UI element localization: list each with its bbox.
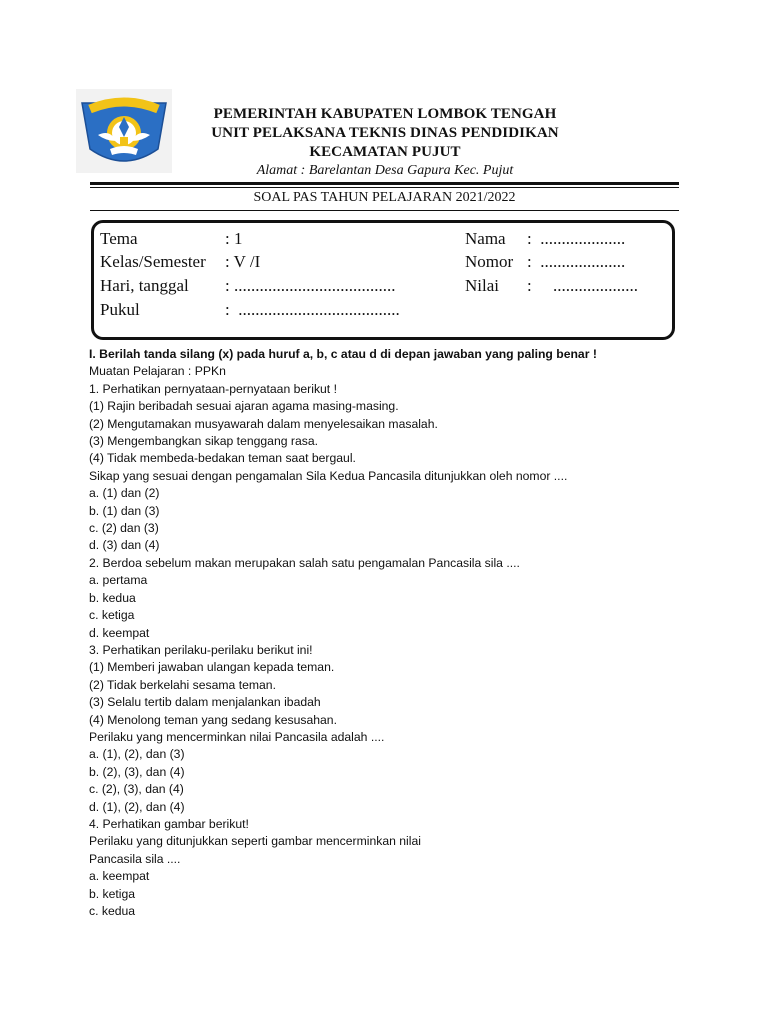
q1-question: Sikap yang sesuai dengan pengamalan Sila Kedua Pancasila ditunjukkan oleh nomor .... bbox=[89, 468, 568, 483]
student-identity-box bbox=[91, 220, 675, 340]
exam-title: SOAL PAS TAHUN PELAJARAN 2021/2022 bbox=[253, 190, 516, 205]
q4-question-line: Pancasila sila .... bbox=[89, 851, 181, 866]
q4-option-c: c. kedua bbox=[89, 904, 136, 918]
q3-option-d: d. (1), (2), dan (4) bbox=[89, 799, 185, 814]
q2-option-d: d. keempat bbox=[89, 625, 150, 640]
q2-option-b: b. kedua bbox=[89, 590, 136, 605]
q3-option-c: c. (2), (3), dan (4) bbox=[89, 782, 184, 797]
header-divider-thin bbox=[90, 187, 679, 188]
header-line-unit: UNIT PELAKSANA TEKNIS DINAS PENDIDIKAN bbox=[211, 125, 559, 141]
q2-option-a: a. pertama bbox=[89, 573, 148, 588]
q4-question-line: Perilaku yang ditunjukkan seperti gambar mencerminkan nilai bbox=[89, 834, 421, 849]
nama-value: : .................... bbox=[527, 229, 626, 248]
logo-emblem-icon bbox=[76, 89, 172, 173]
q1-statement: (1) Rajin beribadah sesuai ajaran agama masing-masing. bbox=[89, 399, 399, 414]
q3-statement: (2) Tidak berkelahi sesama teman. bbox=[89, 677, 276, 692]
q3-option-a: a. (1), (2), dan (3) bbox=[89, 747, 185, 762]
q1-statement: (3) Mengembangkan sikap tenggang rasa. bbox=[89, 434, 318, 449]
header-line-government: PEMERINTAH KABUPATEN LOMBOK TENGAH bbox=[213, 106, 557, 122]
tema-label: Tema bbox=[100, 229, 138, 248]
q4-option-a: a. keempat bbox=[89, 869, 150, 884]
hari-label: Hari, tanggal bbox=[100, 276, 189, 295]
q1-option-c: c. (2) dan (3) bbox=[89, 521, 159, 536]
kelas-label: Kelas/Semester bbox=[100, 252, 206, 271]
pukul-label: Pukul bbox=[100, 300, 140, 319]
q4-stem: 4. Perhatikan gambar berikut! bbox=[89, 816, 249, 831]
nilai-label: Nilai bbox=[465, 276, 499, 295]
header-address: Alamat : Barelantan Desa Gapura Kec. Pujut bbox=[256, 163, 514, 178]
q4-option-b: b. ketiga bbox=[89, 886, 136, 901]
q1-stem: 1. Perhatikan pernyataan-pernyataan berikut ! bbox=[89, 381, 337, 396]
title-divider bbox=[90, 210, 679, 211]
exam-questions bbox=[89, 346, 689, 920]
header-line-district: KECAMATAN PUJUT bbox=[309, 144, 461, 160]
q3-statement: (3) Selalu tertib dalam menjalankan ibadah bbox=[89, 695, 321, 710]
nomor-value: : .................... bbox=[527, 252, 626, 271]
pukul-value: : ...................................... bbox=[225, 300, 400, 319]
q1-option-a: a. (1) dan (2) bbox=[89, 486, 160, 501]
header-divider-thick bbox=[90, 182, 679, 185]
q3-stem: 3. Perhatikan perilaku-perilaku berikut ini! bbox=[89, 642, 313, 657]
q3-option-b: b. (2), (3), dan (4) bbox=[89, 764, 185, 779]
subject-line: Muatan Pelajaran : PPKn bbox=[89, 364, 226, 379]
q3-statement: (4) Menolong teman yang sedang kesusahan. bbox=[89, 712, 337, 727]
nama-label: Nama bbox=[465, 229, 506, 248]
q3-question: Perilaku yang mencerminkan nilai Pancasila adalah .... bbox=[89, 729, 385, 744]
q1-statement: (4) Tidak membeda-bedakan teman saat bergaul. bbox=[89, 451, 356, 466]
nomor-label: Nomor bbox=[465, 252, 514, 271]
kelas-value: : V /I bbox=[225, 252, 261, 271]
q1-option-d: d. (3) dan (4) bbox=[89, 538, 160, 553]
q1-option-b: b. (1) dan (3) bbox=[89, 503, 160, 518]
tema-value: : 1 bbox=[225, 229, 243, 248]
nilai-value: : .................... bbox=[527, 276, 638, 295]
q2-option-c: c. ketiga bbox=[89, 608, 135, 623]
hari-value: : ...................................... bbox=[225, 276, 396, 295]
q2-stem: 2. Berdoa sebelum makan merupakan salah satu pengamalan Pancasila sila .... bbox=[89, 555, 520, 570]
q3-statement: (1) Memberi jawaban ulangan kepada teman. bbox=[89, 660, 335, 675]
instruction: I. Berilah tanda silang (x) pada huruf a, b, c atau d di depan jawaban yang paling benar ! bbox=[89, 347, 597, 361]
tut-wuri-handayani-logo bbox=[76, 89, 172, 173]
letterhead bbox=[180, 105, 590, 180]
q1-statement: (2) Mengutamakan musyawarah dalam menyelesaikan masalah. bbox=[89, 416, 438, 431]
